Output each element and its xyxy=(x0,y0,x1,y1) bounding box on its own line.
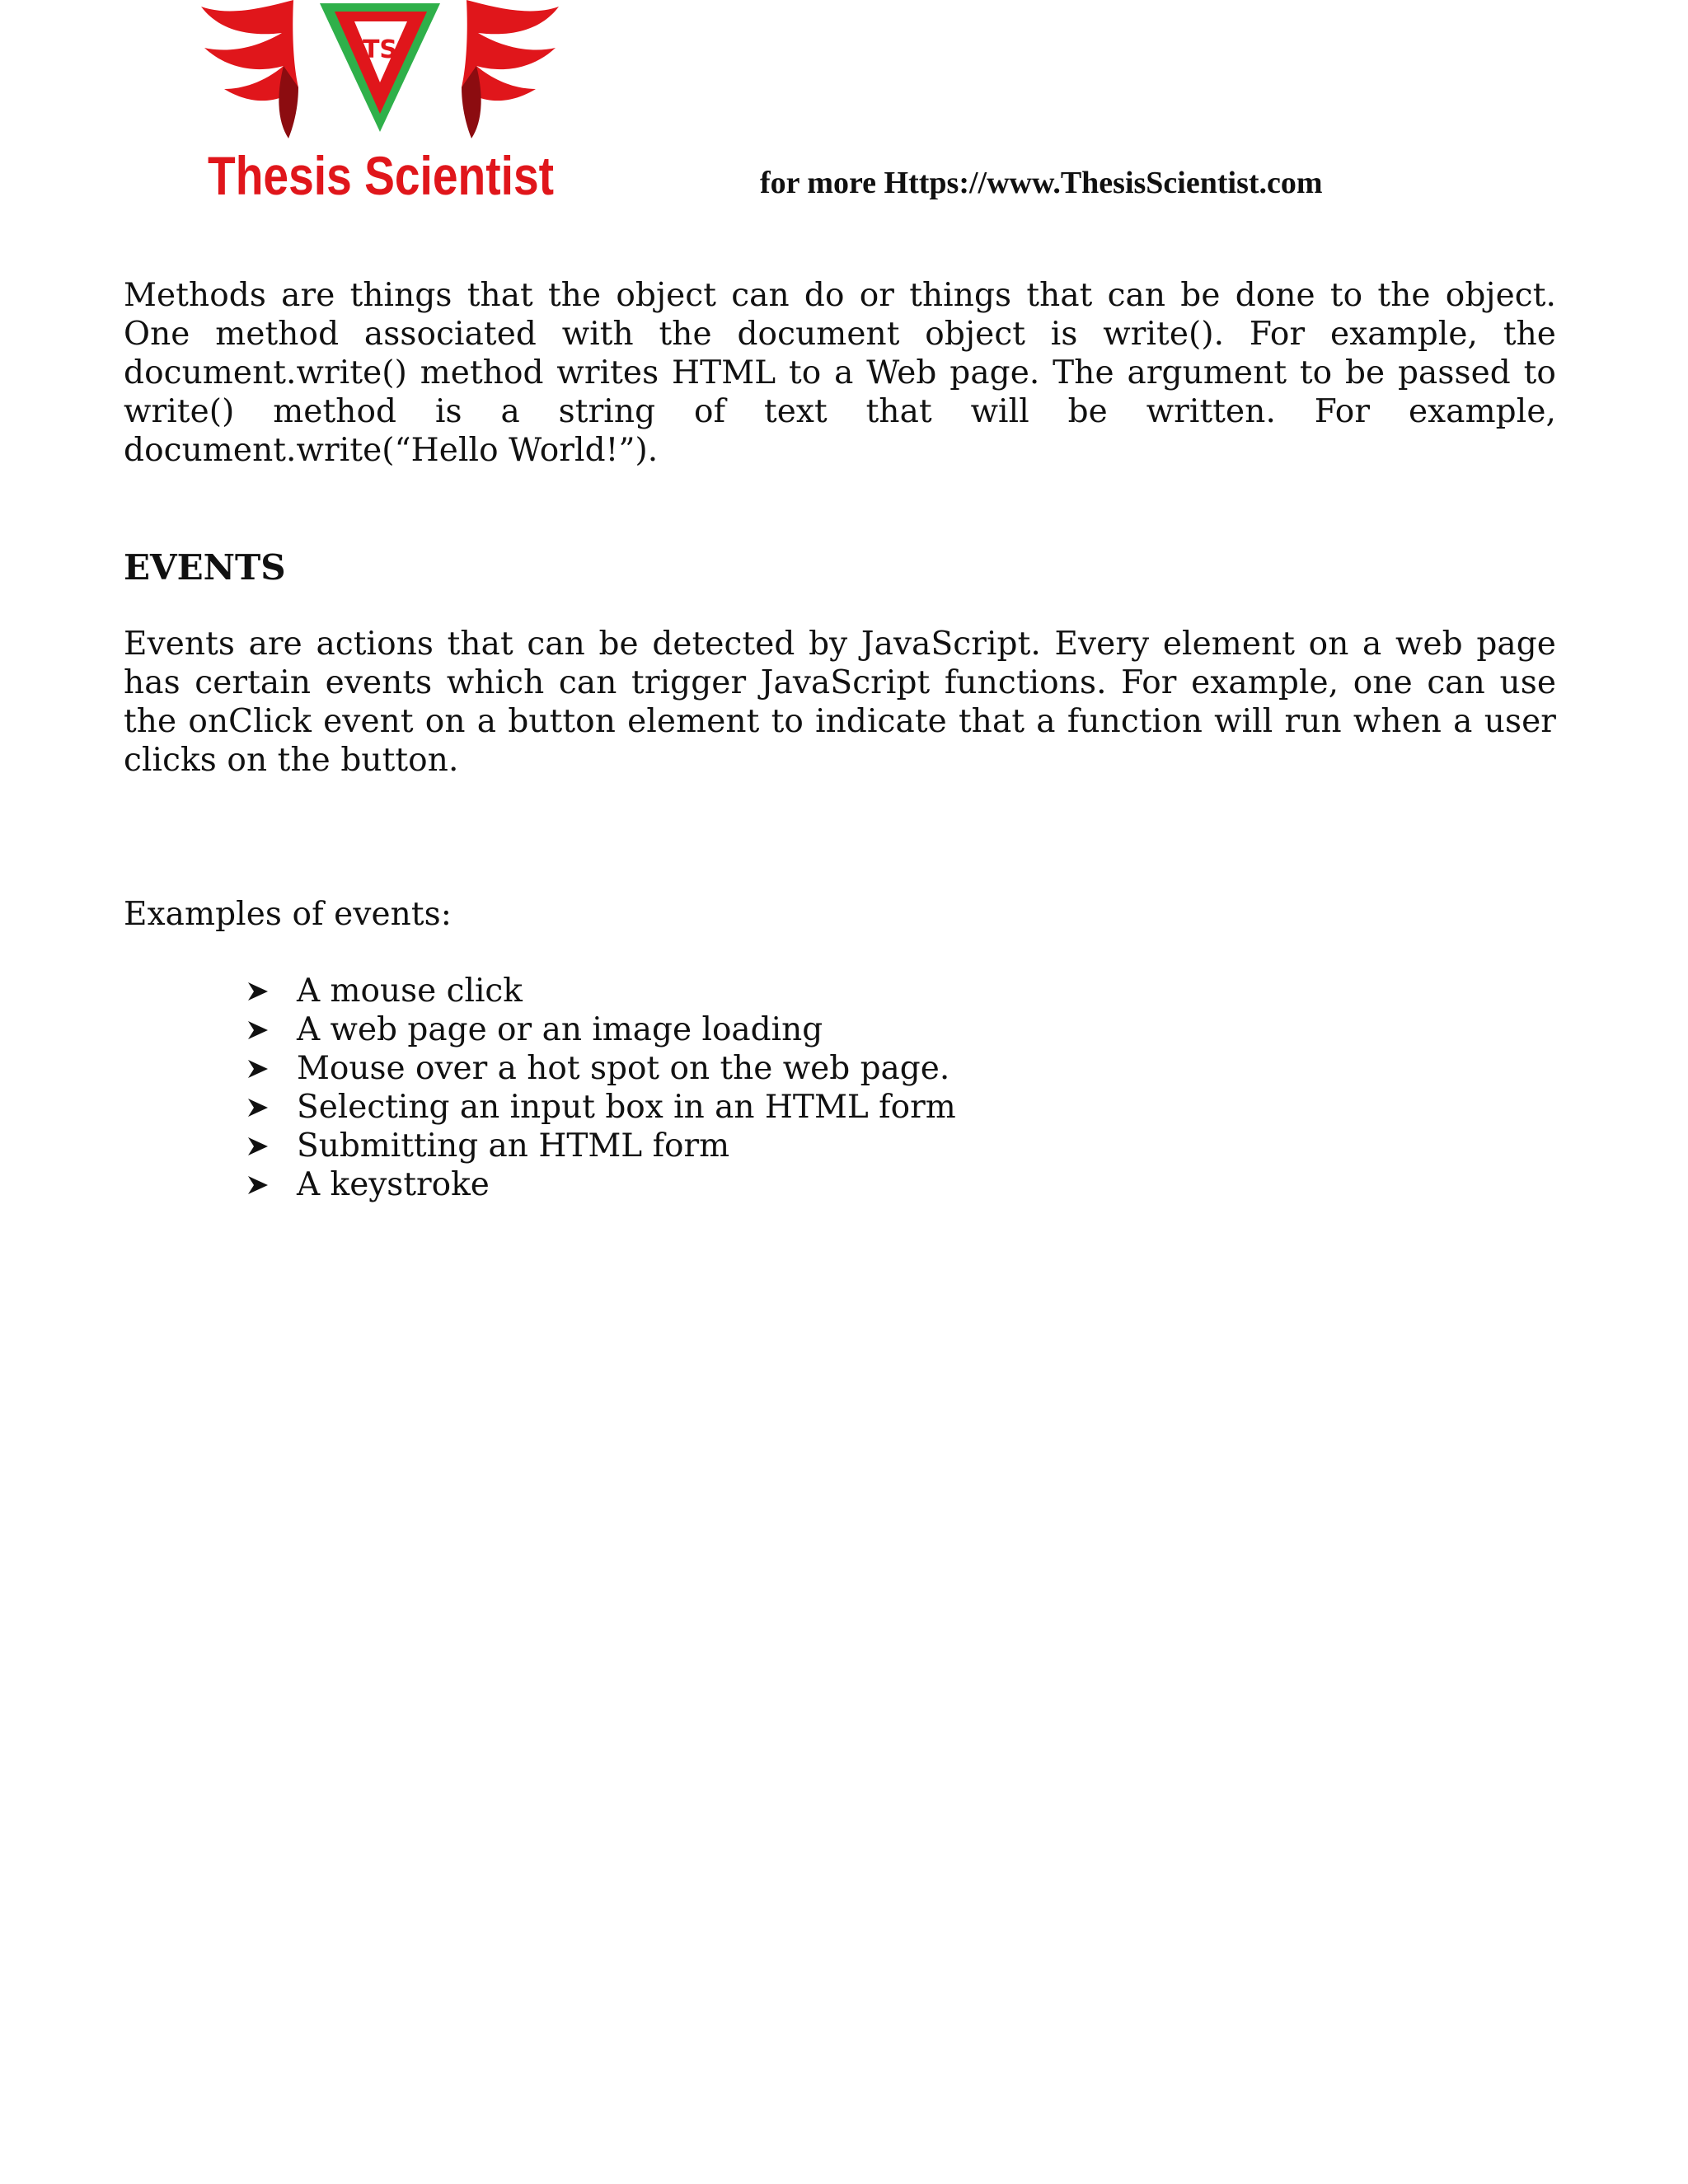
logo-monogram: TS xyxy=(362,35,398,64)
website-note: for more Https://www.ThesisScientist.com xyxy=(760,166,1323,200)
thesis-scientist-logo xyxy=(196,0,564,206)
list-item xyxy=(247,1010,1556,1049)
list-item xyxy=(247,1165,1556,1204)
events-paragraph: Events are actions that can be detected by JavaScript. Every element on a web page has certain events which can trigger JavaScript functions. For example, one can use the onClick event on a button element to indicate that a function will run when a user clicks on the button. xyxy=(124,626,1556,779)
arrowhead-bullet-icon xyxy=(247,1019,297,1041)
list-item xyxy=(247,1088,1556,1127)
events-heading: EVENTS xyxy=(124,547,286,588)
list-item-text: A mouse click xyxy=(297,972,523,1010)
arrowhead-bullet-icon xyxy=(247,1058,297,1080)
arrowhead-bullet-icon xyxy=(247,1136,297,1157)
document-body xyxy=(124,276,1556,1204)
arrowhead-bullet-icon xyxy=(247,981,297,1002)
examples-label: Examples of events: xyxy=(124,896,452,933)
list-item-text: Submitting an HTML form xyxy=(297,1127,730,1165)
triangle-emblem-icon xyxy=(320,3,440,132)
list-item-text: A keystroke xyxy=(297,1166,490,1203)
arrowhead-bullet-icon xyxy=(247,1174,297,1196)
list-item-text: A web page or an image loading xyxy=(297,1011,823,1048)
list-item xyxy=(247,1049,1556,1088)
list-item-text: Mouse over a hot spot on the web page. xyxy=(297,1050,950,1087)
examples-list xyxy=(124,972,1556,1204)
methods-paragraph: Methods are things that the object can do or things that can be done to the object. One method associated with the document object is write(). For example, the document.write() method writes HTML to a Web page. The argument to be passed to write() method is a string of text that will be written. For example, document.write(“Hello World!”). xyxy=(124,277,1556,469)
list-item-text: Selecting an input box in an HTML form xyxy=(297,1089,956,1126)
left-wing-icon xyxy=(201,0,298,138)
logo-wordmark: Thesis Scientist xyxy=(208,145,555,206)
list-item xyxy=(247,1127,1556,1165)
right-wing-icon xyxy=(462,0,559,138)
list-item xyxy=(247,972,1556,1010)
arrowhead-bullet-icon xyxy=(247,1097,297,1118)
